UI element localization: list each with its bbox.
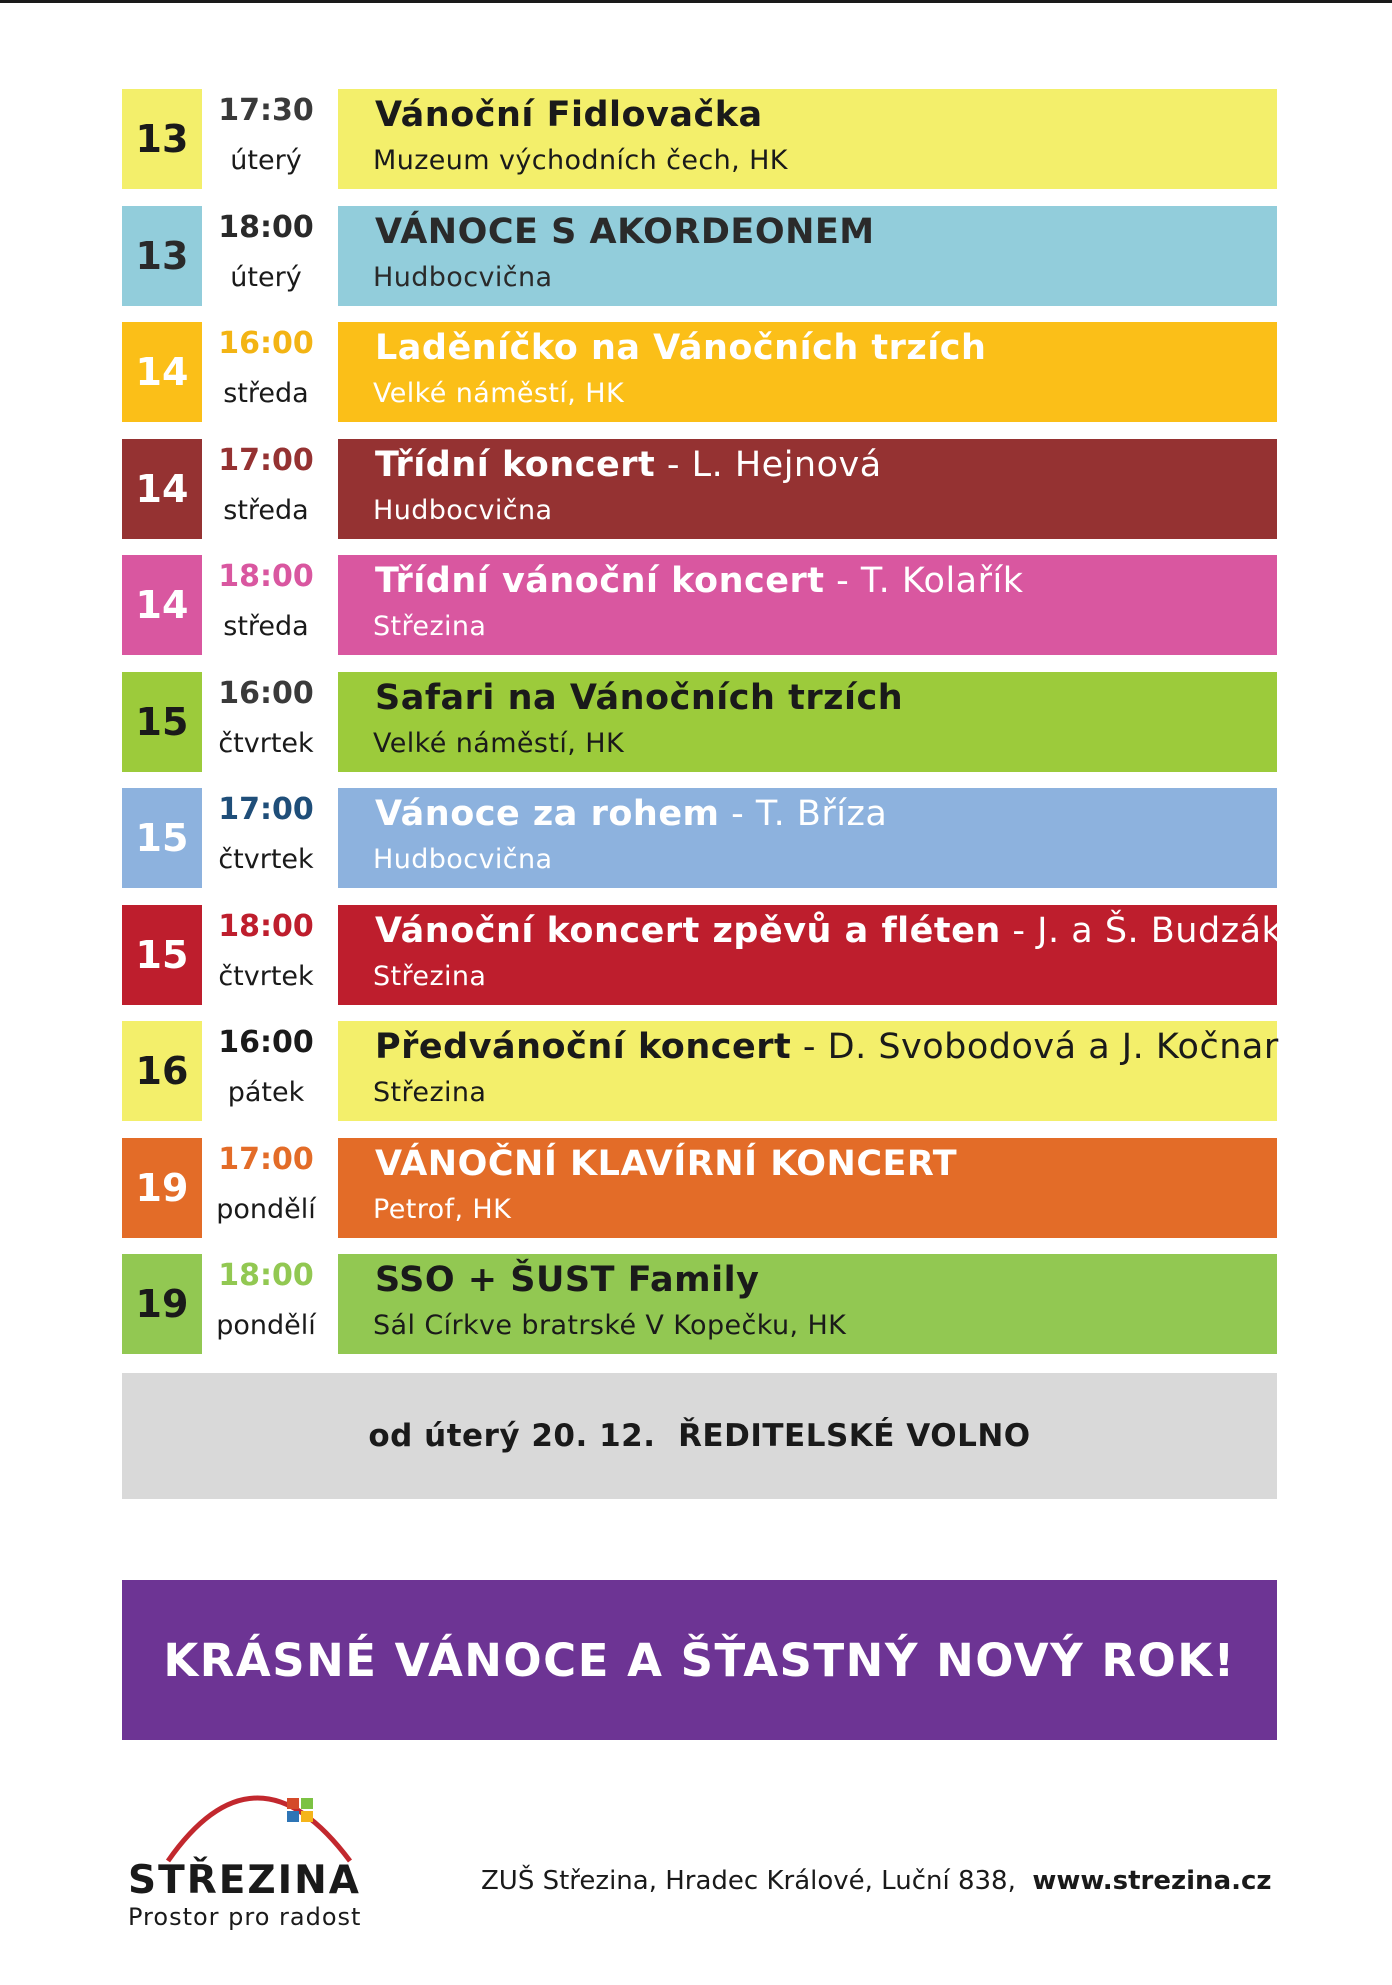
event-venue: Velké náměstí, HK bbox=[373, 728, 625, 759]
event-venue: Sál Církve bratrské V Kopečku, HK bbox=[373, 1310, 847, 1341]
event-day: 13 bbox=[122, 89, 202, 189]
event-venue: Hudbocvična bbox=[373, 844, 553, 875]
event-weekday: pátek bbox=[227, 1077, 305, 1108]
event-day: 19 bbox=[122, 1138, 202, 1238]
event-time: 18:00 bbox=[218, 559, 314, 594]
event-box bbox=[338, 1138, 1277, 1238]
event-title: VÁNOCE S AKORDEONEM bbox=[375, 212, 875, 252]
event-row bbox=[122, 905, 1335, 1005]
footer-website-link[interactable]: www.strezina.cz bbox=[1032, 1866, 1272, 1896]
event-title-line bbox=[375, 561, 1024, 601]
event-title-line bbox=[375, 328, 986, 368]
event-day: 16 bbox=[122, 1021, 202, 1121]
event-performer: - T. Kolařík bbox=[824, 561, 1024, 601]
event-weekday: středa bbox=[223, 378, 309, 409]
event-title: Vánoce za rohem bbox=[375, 794, 720, 834]
event-performer: - T. Bříza bbox=[719, 794, 888, 834]
event-weekday: středa bbox=[223, 495, 309, 526]
event-time: 16:00 bbox=[218, 1025, 314, 1060]
event-box bbox=[338, 1021, 1277, 1121]
event-title-line bbox=[375, 1144, 957, 1184]
event-time: 18:00 bbox=[218, 909, 314, 944]
event-row bbox=[122, 1021, 1277, 1121]
event-row bbox=[122, 89, 1277, 189]
event-box bbox=[338, 555, 1277, 655]
event-title: SSO + ŠUST Family bbox=[375, 1260, 760, 1300]
event-box bbox=[338, 905, 1335, 1005]
event-row bbox=[122, 672, 1277, 772]
event-venue: Hudbocvična bbox=[373, 495, 553, 526]
event-title: Laděníčko na Vánočních trzích bbox=[375, 328, 987, 368]
greeting-banner: KRÁSNÉ VÁNOCE A ŠŤASTNÝ NOVÝ ROK! bbox=[122, 1580, 1277, 1740]
event-weekday: čtvrtek bbox=[218, 844, 314, 875]
top-rule bbox=[0, 0, 1392, 3]
event-row bbox=[122, 206, 1277, 306]
event-title: Safari na Vánočních trzích bbox=[375, 678, 904, 718]
event-box bbox=[338, 1254, 1277, 1354]
event-time: 17:00 bbox=[218, 443, 314, 478]
event-weekday: čtvrtek bbox=[218, 728, 314, 759]
strezina-logo[interactable] bbox=[126, 1765, 388, 1935]
event-row bbox=[122, 555, 1277, 655]
event-box bbox=[338, 439, 1277, 539]
event-venue: Hudbocvična bbox=[373, 262, 553, 293]
event-box bbox=[338, 322, 1277, 422]
event-title-line bbox=[375, 911, 1334, 951]
event-title-line bbox=[375, 794, 887, 834]
event-title: Předvánoční koncert bbox=[375, 1027, 792, 1067]
event-row bbox=[122, 439, 1277, 539]
footer-address: ZUŠ Střezina, Hradec Králové, Luční 838, bbox=[481, 1866, 1033, 1896]
event-day: 15 bbox=[122, 788, 202, 888]
logo-tagline: Prostor pro radost bbox=[128, 1903, 362, 1931]
event-venue: Petrof, HK bbox=[373, 1194, 512, 1225]
logo-house-arc-icon bbox=[126, 1765, 388, 1865]
event-box bbox=[338, 89, 1277, 189]
event-day: 19 bbox=[122, 1254, 202, 1354]
event-title-line bbox=[375, 1260, 759, 1300]
event-time: 17:30 bbox=[218, 93, 314, 128]
event-row bbox=[122, 1138, 1277, 1238]
event-title: Vánoční Fidlovačka bbox=[375, 95, 763, 135]
event-time: 18:00 bbox=[218, 1258, 314, 1293]
event-time: 16:00 bbox=[218, 326, 314, 361]
event-performer: - L. Hejnová bbox=[655, 445, 882, 485]
event-venue: Střezina bbox=[373, 611, 487, 642]
event-title-line bbox=[375, 678, 903, 718]
event-title-line bbox=[375, 212, 875, 252]
event-row bbox=[122, 1254, 1277, 1354]
event-day: 14 bbox=[122, 555, 202, 655]
event-time: 17:00 bbox=[218, 792, 314, 827]
event-day: 15 bbox=[122, 905, 202, 1005]
event-venue: Střezina bbox=[373, 1077, 487, 1108]
event-title: Třídní vánoční koncert bbox=[375, 561, 825, 601]
event-venue: Muzeum východních čech, HK bbox=[373, 145, 788, 176]
event-weekday: pondělí bbox=[216, 1310, 316, 1341]
event-box bbox=[338, 672, 1277, 772]
event-performer: - D. Svobodová a J. Kočnar bbox=[791, 1027, 1279, 1067]
footer-contact bbox=[481, 1866, 1272, 1896]
event-weekday: úterý bbox=[230, 262, 302, 293]
logo-wordmark: STŘEZINA bbox=[128, 1858, 361, 1903]
event-time: 17:00 bbox=[218, 1142, 314, 1177]
event-row bbox=[122, 788, 1277, 888]
event-title-line bbox=[375, 95, 763, 135]
event-time: 16:00 bbox=[218, 676, 314, 711]
event-performer: - J. a Š. Budzákovi bbox=[1000, 911, 1335, 951]
event-title: VÁNOČNÍ KLAVÍRNÍ KONCERT bbox=[375, 1144, 958, 1184]
event-title: Vánoční koncert zpěvů a fléten bbox=[375, 911, 1001, 951]
event-venue: Střezina bbox=[373, 961, 487, 992]
event-time: 18:00 bbox=[218, 210, 314, 245]
holiday-notice: od úterý 20. 12. ŘEDITELSKÉ VOLNO bbox=[122, 1373, 1277, 1499]
event-row bbox=[122, 322, 1277, 422]
event-venue: Velké náměstí, HK bbox=[373, 378, 625, 409]
event-day: 14 bbox=[122, 439, 202, 539]
event-day: 15 bbox=[122, 672, 202, 772]
event-weekday: středa bbox=[223, 611, 309, 642]
event-day: 13 bbox=[122, 206, 202, 306]
event-title-line bbox=[375, 1027, 1279, 1067]
event-box bbox=[338, 788, 1277, 888]
event-box bbox=[338, 206, 1277, 306]
event-day: 14 bbox=[122, 322, 202, 422]
event-title: Třídní koncert bbox=[375, 445, 656, 485]
event-weekday: pondělí bbox=[216, 1194, 316, 1225]
event-weekday: úterý bbox=[230, 145, 302, 176]
event-weekday: čtvrtek bbox=[218, 961, 314, 992]
event-title-line bbox=[375, 445, 882, 485]
